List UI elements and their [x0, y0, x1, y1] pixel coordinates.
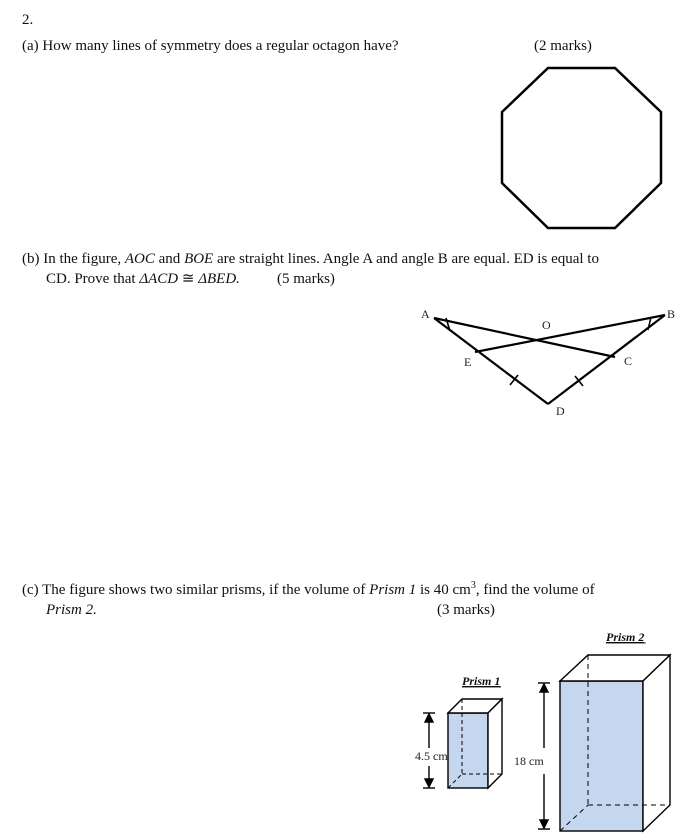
part-c-marks: (3 marks): [437, 602, 495, 618]
prism-2-front-face: [560, 681, 643, 831]
part-a-question: (a) How many lines of symmetry does a regular octagon have?: [22, 38, 399, 54]
label-o: O: [542, 318, 551, 332]
part-c-line1-start: (c) The figure shows two similar prisms, if the volume of: [22, 582, 370, 598]
prism-2: [560, 655, 670, 831]
line-aoc: AOC: [124, 251, 155, 267]
part-c-line1-end: , find the volume of: [475, 582, 595, 598]
label-c: C: [624, 354, 633, 368]
label-a: A: [421, 307, 430, 321]
cube-superscript: 3: [470, 580, 476, 591]
part-c-line-2: Prism 2.: [46, 602, 97, 618]
congruent-symbol: ≅: [178, 271, 199, 287]
line-boe: BOE: [184, 251, 214, 267]
part-b-and: and: [154, 251, 185, 267]
line-b-to-d: [548, 315, 665, 404]
prism-1-side-face: [488, 699, 502, 788]
label-d: D: [556, 404, 565, 418]
regular-octagon: [502, 68, 661, 228]
question-number: 2.: [22, 12, 34, 28]
part-b-marks: (5 marks): [277, 271, 335, 287]
part-c-line1-mid: is 40 cm: [416, 582, 471, 598]
label-e: E: [464, 355, 472, 369]
prism-2-height-label: 18 cm: [514, 754, 544, 768]
label-b: B: [667, 307, 676, 321]
triangle-acd: ΔACD: [139, 271, 179, 287]
part-b-rest: are straight lines. Angle A and angle B are equal. ED is equal to: [213, 251, 599, 267]
part-a-marks: (2 marks): [534, 38, 592, 54]
prism-1-label: Prism 1: [462, 674, 501, 688]
prism-2-side-face: [643, 655, 670, 831]
prism-1-text: Prism 1: [369, 582, 417, 598]
part-b-line2-start: CD. Prove that: [46, 271, 140, 287]
prism-2-label: Prism 2: [606, 630, 645, 644]
prism-1-front-face: [448, 713, 488, 788]
prism-1: [448, 699, 502, 788]
part-b-prefix: (b) In the figure,: [22, 251, 125, 267]
prism-1-height-label: 4.5 cm: [415, 749, 448, 763]
triangle-bed: ΔBED.: [198, 271, 240, 287]
